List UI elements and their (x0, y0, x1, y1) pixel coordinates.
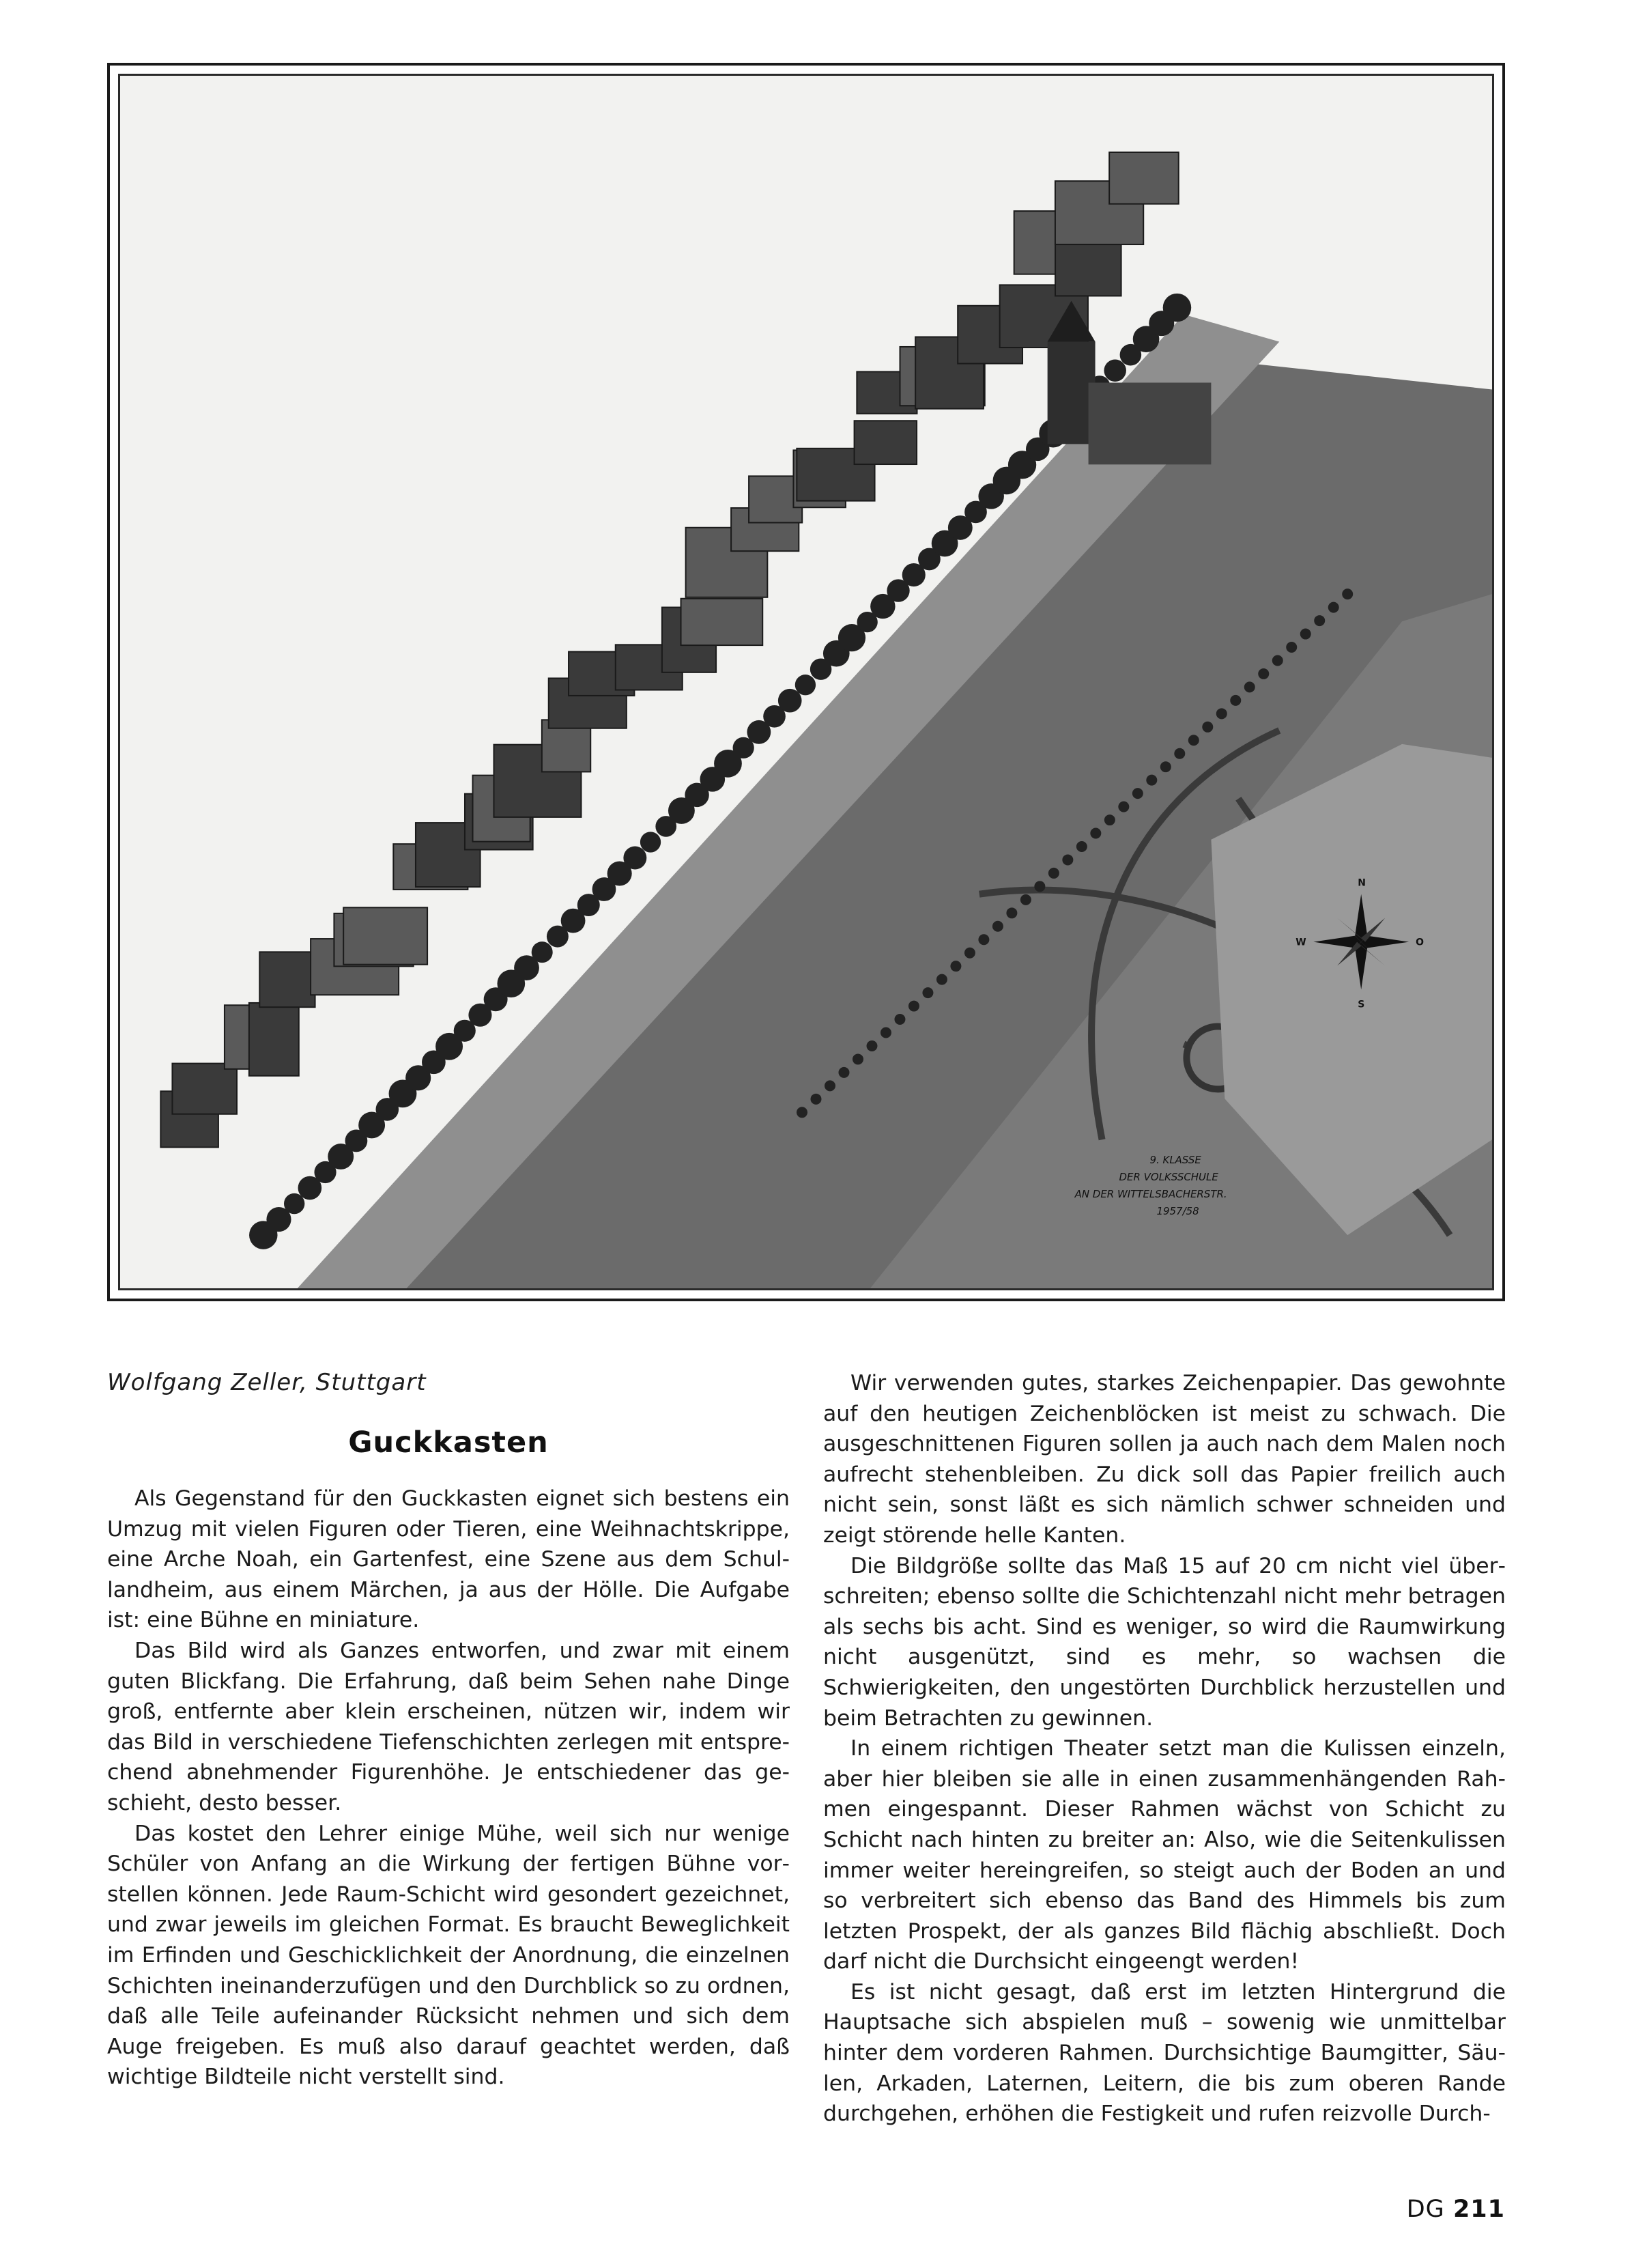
tree (797, 1107, 807, 1118)
tree (1132, 788, 1143, 799)
caption-line-3: AN DER WITTELSBACHERSTR. (1074, 1188, 1227, 1201)
tree (1342, 589, 1353, 599)
tree (1188, 735, 1199, 746)
page-number: 211 (1452, 2196, 1505, 2223)
tree (1062, 854, 1073, 865)
journal-abbrev: DG (1406, 2196, 1445, 2223)
tree (532, 941, 553, 963)
tree (881, 1027, 891, 1038)
map-drawing (120, 76, 1492, 1288)
page-footer (1407, 2196, 1505, 2223)
right-paragraph-4: Es ist nicht gesagt, daß erst im letzten Hintergrund die Hauptsache sich abspielen muß – sowenig wie unmittelbar hinter dem vorderen Rahmen. Durchsichtige Baumgitter, Säulen, Arkaden, Laternen, Leitern, die bis zum oberen Rande durchgehen, erhöhen die Festigkeit und rufen reizvolle Durch- (823, 1979, 1506, 2127)
building (249, 1003, 299, 1076)
tree (1118, 802, 1129, 812)
caption-line-2: DER VOLKSSCHULE (1119, 1171, 1218, 1184)
tree (795, 675, 816, 695)
right-paragraph-1: Wir verwenden gutes, starkes Zeichenpapier. Das gewohnte auf den heutigen Zeichenblöcken ist meist zu schwach. Die ausgeschnittenen Figuren sollen ja auch nach dem Malen noch aufrecht stehenbleiben. Zu dick soll das Papier freilich auch nicht sein, sonst läßt es sich nämlich schwer schneiden und zeigt störende helle Kanten. (823, 1371, 1506, 1548)
tree (978, 934, 989, 945)
building (681, 599, 763, 645)
tree (936, 974, 947, 985)
caption-line-1: 9. KLASSE (1149, 1154, 1201, 1167)
church-nave (1089, 382, 1212, 464)
map-illustration (107, 63, 1505, 1301)
tree (1244, 681, 1255, 692)
tree (1006, 907, 1017, 918)
compass-o: O (1416, 937, 1424, 948)
left-paragraph-3: Das kostet den Lehrer einige Mühe, weil sich nur wenige Schüler von Anfang an die Wirkung der fertigen Bühne vorstellen können. Jede Raum-Schicht wird gesondert gezeichnet, und zwar jeweils im gleichen Format. Es braucht Beweglichkeit im Erfinden und Geschicklichkeit der Anordnung, die einzelnen Schichten ineinanderzufügen und den Durchblick so zu ordnen, daß alle Teile aufeinander Rücksicht nehmen und sich dem Auge freigeben. Es muß also darauf geachtet werden, daß wichtige Bildteile nicht verstellt sind. (107, 1821, 790, 2090)
tree (1048, 868, 1059, 879)
left-column (107, 1484, 790, 2093)
tree (908, 1001, 919, 1012)
left-paragraph-2: Das Bild wird als Ganzes entworfen, und zwar mit einem guten Blickfang. Die Erfahrung, daß beim Sehen nahe Dinge groß, entfernte aber klein erscheinen, nützen wir, indem wir das Bild in verschiedene Tiefenschichten zerlegen mit entsprechend abnehmender Figurenhöhe. Je entschiedener das geschieht, desto besser. (107, 1638, 790, 1815)
tree (623, 847, 646, 870)
building (1109, 152, 1179, 204)
tree (1314, 615, 1325, 626)
author-line: Wolfgang Zeller, Stuttgart (107, 1369, 427, 1396)
tree (1230, 695, 1241, 706)
tree (922, 987, 933, 998)
compass-s: S (1358, 999, 1365, 1010)
tree (866, 1040, 877, 1051)
tree (1328, 602, 1339, 613)
tree (1202, 722, 1213, 733)
tree (1090, 828, 1101, 839)
tree (950, 961, 961, 972)
right-paragraph-2: Die Bildgröße sollte das Maß 15 auf 20 cm nicht viel überschreiten; ebenso sollte die Schichtenzahl nicht mehr betragen als sechs bis acht. Sind es weniger, so wird die Raumwirkung nicht ausgenützt, sind es mehr, so wachsen die Schwierigkeiten, den ungestörten Durchblick herzustellen und beim Betrachten zu gewinnen. (823, 1553, 1506, 1731)
tree (894, 1014, 905, 1025)
tree (853, 1053, 863, 1064)
tree (778, 689, 802, 713)
right-paragraph-3: In einem richtigen Theater setzt man die Kulissen einzeln, aber hier bleiben sie alle in einen zusammenhängenden Rahmen eingespannt. Dieser Rahmen wächst von Schicht zu Schicht nach hinten zu breiter an: Also, wie die Seitenkulissen immer weiter hereingreifen, so steigt auch der Boden an und so verbreitert sich ebenso das Band des Himmels bis zum letzten Prospekt, der als ganzes Bild flächig abschließt. Doch darf nicht die Durchsicht eingeengt werden! (823, 1736, 1506, 1974)
tree (825, 1080, 835, 1091)
article-title: Guckkasten (348, 1426, 549, 1460)
tree (838, 1067, 849, 1078)
tree (1300, 629, 1311, 640)
tree (1076, 841, 1087, 852)
building (343, 907, 427, 964)
tree (1104, 359, 1126, 381)
compass-n: N (1358, 877, 1366, 889)
tree (964, 948, 975, 959)
tree (1174, 748, 1185, 759)
tree (992, 921, 1003, 932)
tree (1160, 761, 1171, 772)
tree (1104, 814, 1115, 825)
tree (811, 1094, 822, 1105)
tree (1272, 655, 1283, 666)
tree (1146, 775, 1157, 786)
tree (640, 832, 661, 852)
tree (1034, 881, 1045, 892)
compass-w: W (1295, 937, 1306, 948)
right-column (823, 1368, 1506, 2129)
tree (1163, 294, 1192, 322)
left-paragraph-1: Als Gegenstand für den Guckkasten eignet sich bestens ein Umzug mit vielen Figuren oder Tieren, eine Weihnachtskrippe, eine Arche Noah, ein Gartenfest, eine Szene aus dem Schullandheim, aus einem Märchen, ja aus der Hölle. Die Aufgabe ist: eine Bühne en miniature. (107, 1486, 790, 1633)
map-frame (118, 74, 1494, 1290)
caption-line-4: 1957/58 (1156, 1205, 1199, 1218)
tree (1216, 708, 1227, 719)
tree (1020, 894, 1031, 905)
church-tower (1048, 342, 1096, 444)
building (172, 1064, 237, 1114)
building (259, 952, 315, 1007)
tree (1258, 668, 1269, 679)
building (855, 421, 917, 464)
tree (1286, 642, 1297, 653)
